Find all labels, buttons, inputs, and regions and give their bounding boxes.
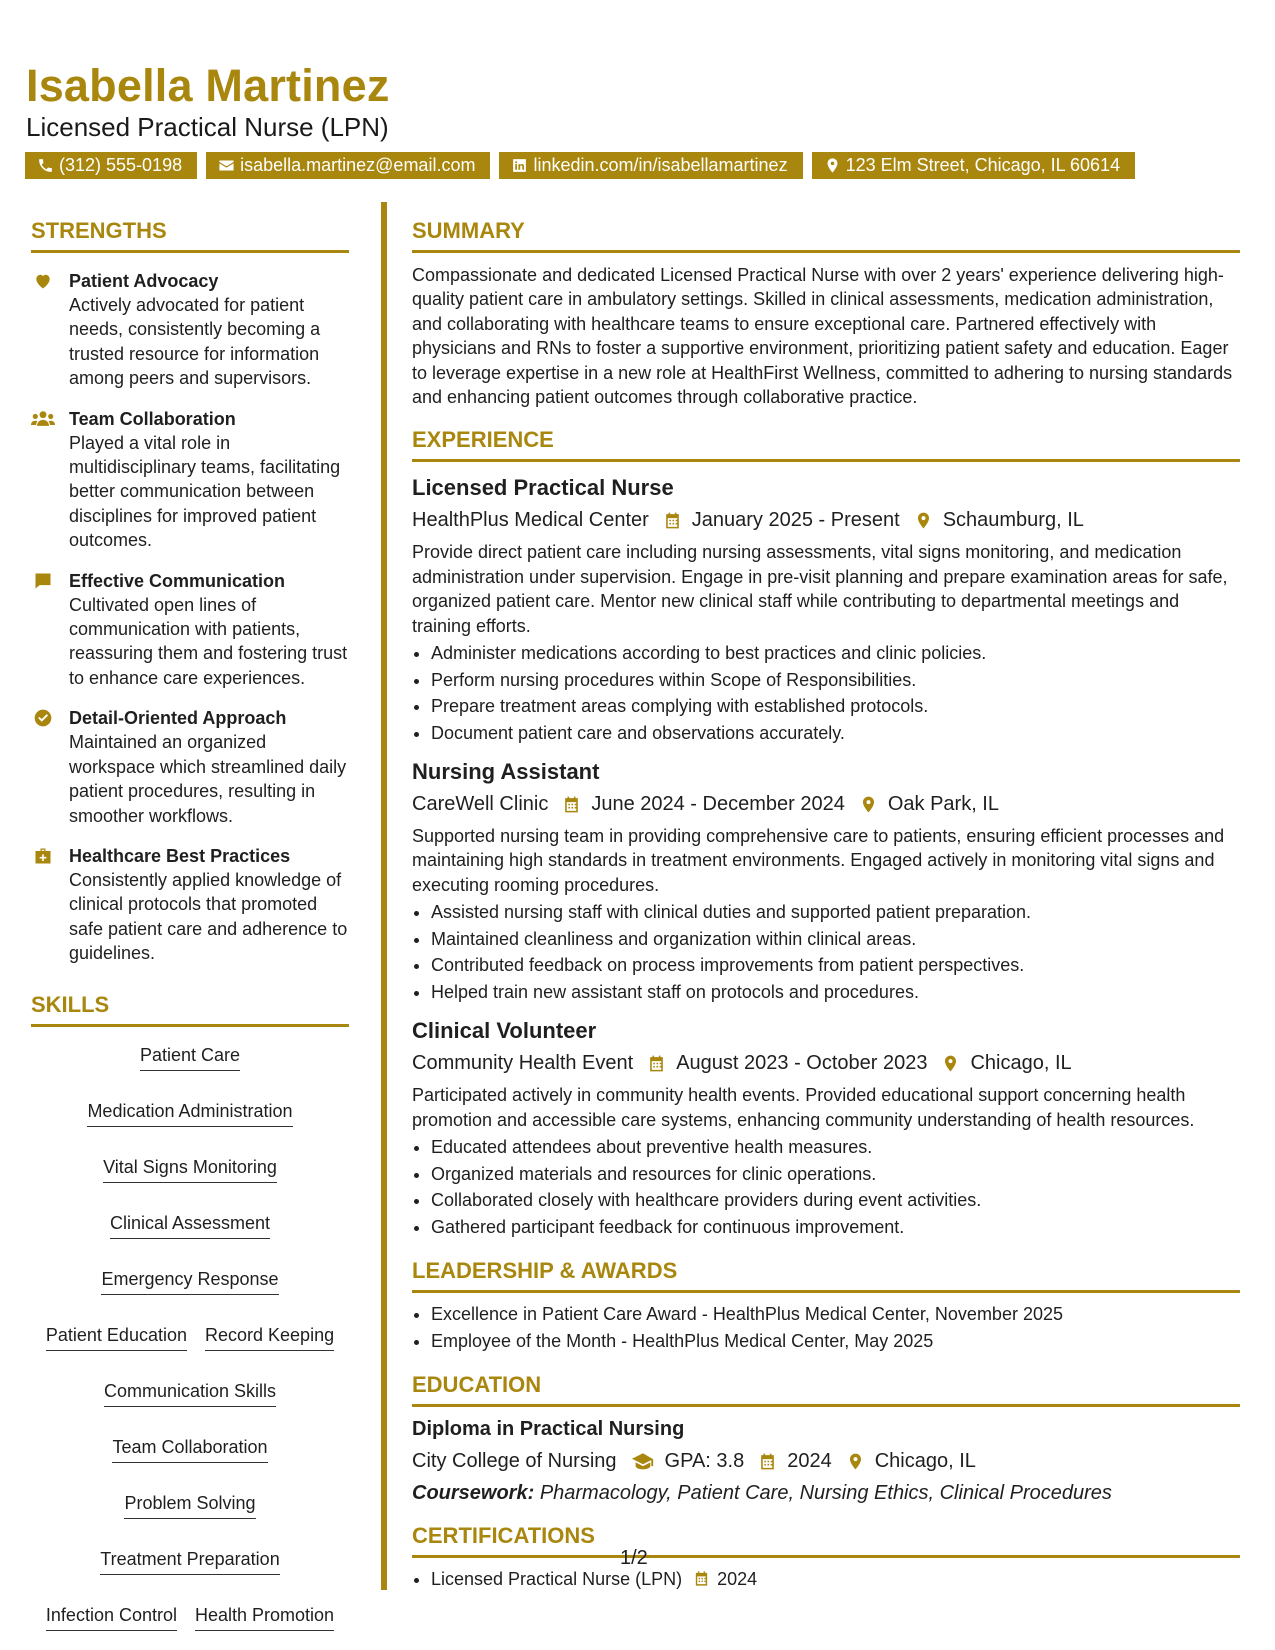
contact-linkedin[interactable] bbox=[499, 152, 802, 179]
job-bullet: • Maintained cleanliness and organization within clinical areas. bbox=[431, 926, 1240, 953]
page-number: 1/2 bbox=[620, 1547, 648, 1569]
skill-tag: Patient Education bbox=[46, 1323, 187, 1351]
strength-desc: Consistently applied knowledge of clinical protocols that promoted safe patient care and adherence to guidelines. bbox=[69, 869, 348, 964]
skill-tag: Clinical Assessment bbox=[110, 1211, 270, 1239]
job-location: Schaumburg, IL bbox=[942, 509, 1084, 532]
awards-list bbox=[412, 1301, 1240, 1354]
strengths-section bbox=[31, 218, 349, 966]
certifications-list bbox=[412, 1566, 1240, 1593]
job-bullet: • Perform nursing procedures within Scope of Responsibilities. bbox=[431, 667, 1240, 694]
experience-section bbox=[412, 427, 1240, 1240]
candidate-name: Isabella Martinez bbox=[26, 60, 390, 111]
skill-tag: Infection Control bbox=[46, 1603, 177, 1631]
candidate-role: Licensed Practical Nurse (LPN) bbox=[26, 112, 389, 142]
strength-item bbox=[31, 569, 349, 691]
map-pin-icon bbox=[941, 1054, 960, 1073]
strength-desc: Actively advocated for patient needs, consistently becoming a trusted resource for information among peers and supervisors. bbox=[69, 295, 321, 389]
skill-tag: Vital Signs Monitoring bbox=[103, 1155, 277, 1183]
strength-title: Team Collaboration bbox=[69, 408, 236, 429]
job-bullet: • Educated attendees about preventive health measures. bbox=[431, 1134, 1240, 1161]
skill-tag: Treatment Preparation bbox=[100, 1547, 279, 1575]
strength-item bbox=[31, 407, 349, 553]
award-item: • Excellence in Patient Care Award - HealthPlus Medical Center, November 2025 bbox=[431, 1301, 1240, 1328]
strength-title: Effective Communication bbox=[69, 570, 286, 591]
calendar-icon bbox=[693, 1570, 710, 1587]
skill-tag: Medication Administration bbox=[87, 1099, 292, 1127]
job-entry bbox=[412, 1017, 1240, 1240]
map-pin-icon bbox=[824, 157, 841, 174]
summary-rule bbox=[412, 250, 1240, 253]
gpa-value: GPA: 3.8 bbox=[664, 1450, 745, 1473]
skill-tag: Team Collaboration bbox=[112, 1435, 267, 1463]
certifications-title: CERTIFICATIONS bbox=[412, 1523, 595, 1549]
education-rule bbox=[412, 1404, 1240, 1407]
users-icon bbox=[31, 409, 55, 429]
skills-rule bbox=[31, 1024, 349, 1027]
map-pin-icon bbox=[846, 1452, 865, 1471]
job-entry bbox=[412, 758, 1240, 1005]
strength-item bbox=[31, 269, 349, 391]
calendar-icon bbox=[758, 1452, 777, 1471]
contact-address bbox=[812, 152, 1136, 179]
job-entry bbox=[412, 474, 1240, 746]
contact-linkedin-text: linkedin.com/in/isabellamartinez bbox=[533, 155, 788, 175]
award-item: • Employee of the Month - HealthPlus Medical Center, May 2025 bbox=[431, 1328, 1240, 1355]
strengths-title: STRENGTHS bbox=[31, 218, 167, 243]
skill-tag: Emergency Response bbox=[101, 1267, 278, 1295]
contact-phone-text: (312) 555-0198 bbox=[59, 155, 183, 175]
right-column bbox=[412, 218, 1240, 1593]
job-title: Licensed Practical Nurse bbox=[412, 475, 674, 501]
school-location: Chicago, IL bbox=[874, 1450, 976, 1473]
job-bullet: • Helped train new assistant staff on protocols and procedures. bbox=[431, 979, 1240, 1006]
job-dates: June 2024 - December 2024 bbox=[591, 793, 845, 816]
calendar-icon bbox=[562, 795, 581, 814]
certification-item bbox=[431, 1566, 1240, 1593]
summary-text: Compassionate and dedicated Licensed Practical Nurse with over 2 years' experience delivering high-quality patient care in ambulatory settings. Skilled in clinical assessments, medication administration, and collaborating with healthcare teams to ensure exceptional care. Partnered effectively with physicians and RNs to foster a supportive environment, prioritizing patient safety and education. Eager to leverage expertise in a new role at HealthFirst Wellness, committed to adhering to nursing standards and enhancing patient outcomes through collaborative practice. bbox=[412, 265, 1233, 408]
job-title: Clinical Volunteer bbox=[412, 1018, 597, 1044]
contact-address-text: 123 Elm Street, Chicago, IL 60614 bbox=[845, 155, 1121, 175]
job-bullet: • Prepare treatment areas complying with established protocols. bbox=[431, 693, 1240, 720]
job-company: Community Health Event bbox=[412, 1052, 634, 1075]
job-bullet: • Organized materials and resources for clinic operations. bbox=[431, 1161, 1240, 1188]
envelope-icon bbox=[218, 157, 235, 174]
map-pin-icon bbox=[914, 511, 933, 530]
strength-title: Detail-Oriented Approach bbox=[69, 708, 287, 729]
skill-tag: Communication Skills bbox=[104, 1379, 276, 1407]
strength-desc: Maintained an organized workspace which streamlined daily patient procedures, resulting in smoother workflows. bbox=[69, 732, 347, 826]
left-column bbox=[31, 218, 349, 1631]
strength-desc: Cultivated open lines of communication with patients, reassuring them and fostering trust to enhance care experiences. bbox=[69, 594, 348, 688]
graduation-cap-icon bbox=[631, 1452, 655, 1471]
strength-item bbox=[31, 706, 349, 828]
calendar-icon bbox=[647, 1054, 666, 1073]
summary-section bbox=[412, 218, 1240, 409]
awards-title: LEADERSHIP & AWARDS bbox=[412, 1258, 678, 1284]
job-bullets bbox=[412, 899, 1240, 1005]
comment-icon bbox=[33, 571, 53, 591]
contact-email[interactable] bbox=[206, 152, 490, 179]
map-pin-icon bbox=[859, 795, 878, 814]
skill-tag: Health Promotion bbox=[195, 1603, 334, 1631]
job-bullet: • Assisted nursing staff with clinical duties and supported patient preparation. bbox=[431, 899, 1240, 926]
coursework-label: Coursework: bbox=[412, 1482, 535, 1505]
job-bullet: • Collaborated closely with healthcare providers during event activities. bbox=[431, 1187, 1240, 1214]
education-title: EDUCATION bbox=[412, 1372, 542, 1398]
job-bullet: • Administer medications according to best practices and clinic policies. bbox=[431, 640, 1240, 667]
skill-tag: Record Keeping bbox=[205, 1323, 334, 1351]
job-company: HealthPlus Medical Center bbox=[412, 509, 649, 532]
certifications-rule bbox=[412, 1555, 1240, 1558]
experience-title: EXPERIENCE bbox=[412, 427, 554, 453]
job-meta bbox=[412, 790, 1240, 818]
strength-title: Healthcare Best Practices bbox=[69, 845, 291, 866]
phone-icon bbox=[37, 157, 54, 174]
contact-email-text: isabella.martinez@email.com bbox=[240, 155, 476, 175]
awards-section bbox=[412, 1258, 1240, 1354]
strength-title: Patient Advocacy bbox=[69, 271, 219, 291]
summary-title: SUMMARY bbox=[412, 218, 525, 243]
check-circle-icon bbox=[33, 708, 53, 728]
medical-kit-icon bbox=[33, 846, 53, 866]
education-meta bbox=[412, 1447, 1240, 1475]
awards-rule bbox=[412, 1290, 1240, 1293]
certifications-section bbox=[412, 1523, 1240, 1593]
calendar-icon bbox=[663, 511, 682, 530]
job-bullet: • Contributed feedback on process improvements from patient perspectives. bbox=[431, 952, 1240, 979]
job-location: Chicago, IL bbox=[970, 1052, 1072, 1075]
coursework-list: Pharmacology, Patient Care, Nursing Ethics, Clinical Procedures bbox=[539, 1482, 1112, 1505]
contact-phone[interactable] bbox=[25, 152, 197, 179]
coursework bbox=[412, 1479, 1240, 1507]
skills-section bbox=[31, 992, 349, 1631]
strength-desc: Played a vital role in multidisciplinary teams, facilitating better communication between disciplines for improved patient outcomes. bbox=[69, 432, 341, 551]
education-section bbox=[412, 1372, 1240, 1507]
heart-icon bbox=[33, 271, 53, 291]
certification-name: Licensed Practical Nurse (LPN) bbox=[431, 1569, 683, 1590]
job-bullets bbox=[412, 640, 1240, 746]
job-dates: January 2025 - Present bbox=[691, 509, 900, 532]
job-bullet: • Document patient care and observations accurately. bbox=[431, 720, 1240, 747]
experience-rule bbox=[412, 459, 1240, 462]
certification-year: 2024 bbox=[717, 1569, 758, 1590]
strength-item bbox=[31, 844, 349, 966]
job-description: Participated actively in community health events. Provided educational support concerning health promotion and accessible care systems, enhancing community understanding of health resources. bbox=[412, 1085, 1195, 1130]
degree-title: Diploma in Practical Nursing bbox=[412, 1418, 685, 1441]
skill-tag: Problem Solving bbox=[124, 1491, 255, 1519]
job-location: Oak Park, IL bbox=[887, 793, 999, 816]
skill-tag: Patient Care bbox=[140, 1043, 240, 1071]
linkedin-icon bbox=[511, 157, 528, 174]
skills-title: SKILLS bbox=[31, 991, 110, 1017]
job-company: CareWell Clinic bbox=[412, 793, 549, 816]
strengths-rule bbox=[31, 250, 349, 253]
job-title: Nursing Assistant bbox=[412, 759, 600, 785]
graduation-year: 2024 bbox=[787, 1450, 832, 1473]
job-meta bbox=[412, 506, 1240, 534]
column-divider bbox=[381, 202, 387, 1590]
job-dates: August 2023 - October 2023 bbox=[676, 1052, 928, 1075]
contact-bar bbox=[25, 152, 1135, 179]
job-description: Provide direct patient care including nursing assessments, vital signs monitoring, and medication administration under supervision. Engage in pre-visit planning and prepare examination areas for safe, organized patient care. Mentor new clinical staff while contributing to departmental meetings and training efforts. bbox=[412, 542, 1228, 636]
job-bullet: • Gathered participant feedback for continuous improvement. bbox=[431, 1214, 1240, 1241]
job-bullets bbox=[412, 1134, 1240, 1240]
job-description: Supported nursing team in providing comprehensive care to patients, ensuring efficient processes and maintaining high standards in treatment environments. Engaged actively in monitoring vital signs and executing rooming procedures. bbox=[412, 826, 1225, 895]
school-name: City College of Nursing bbox=[412, 1450, 617, 1473]
job-meta bbox=[412, 1049, 1240, 1077]
